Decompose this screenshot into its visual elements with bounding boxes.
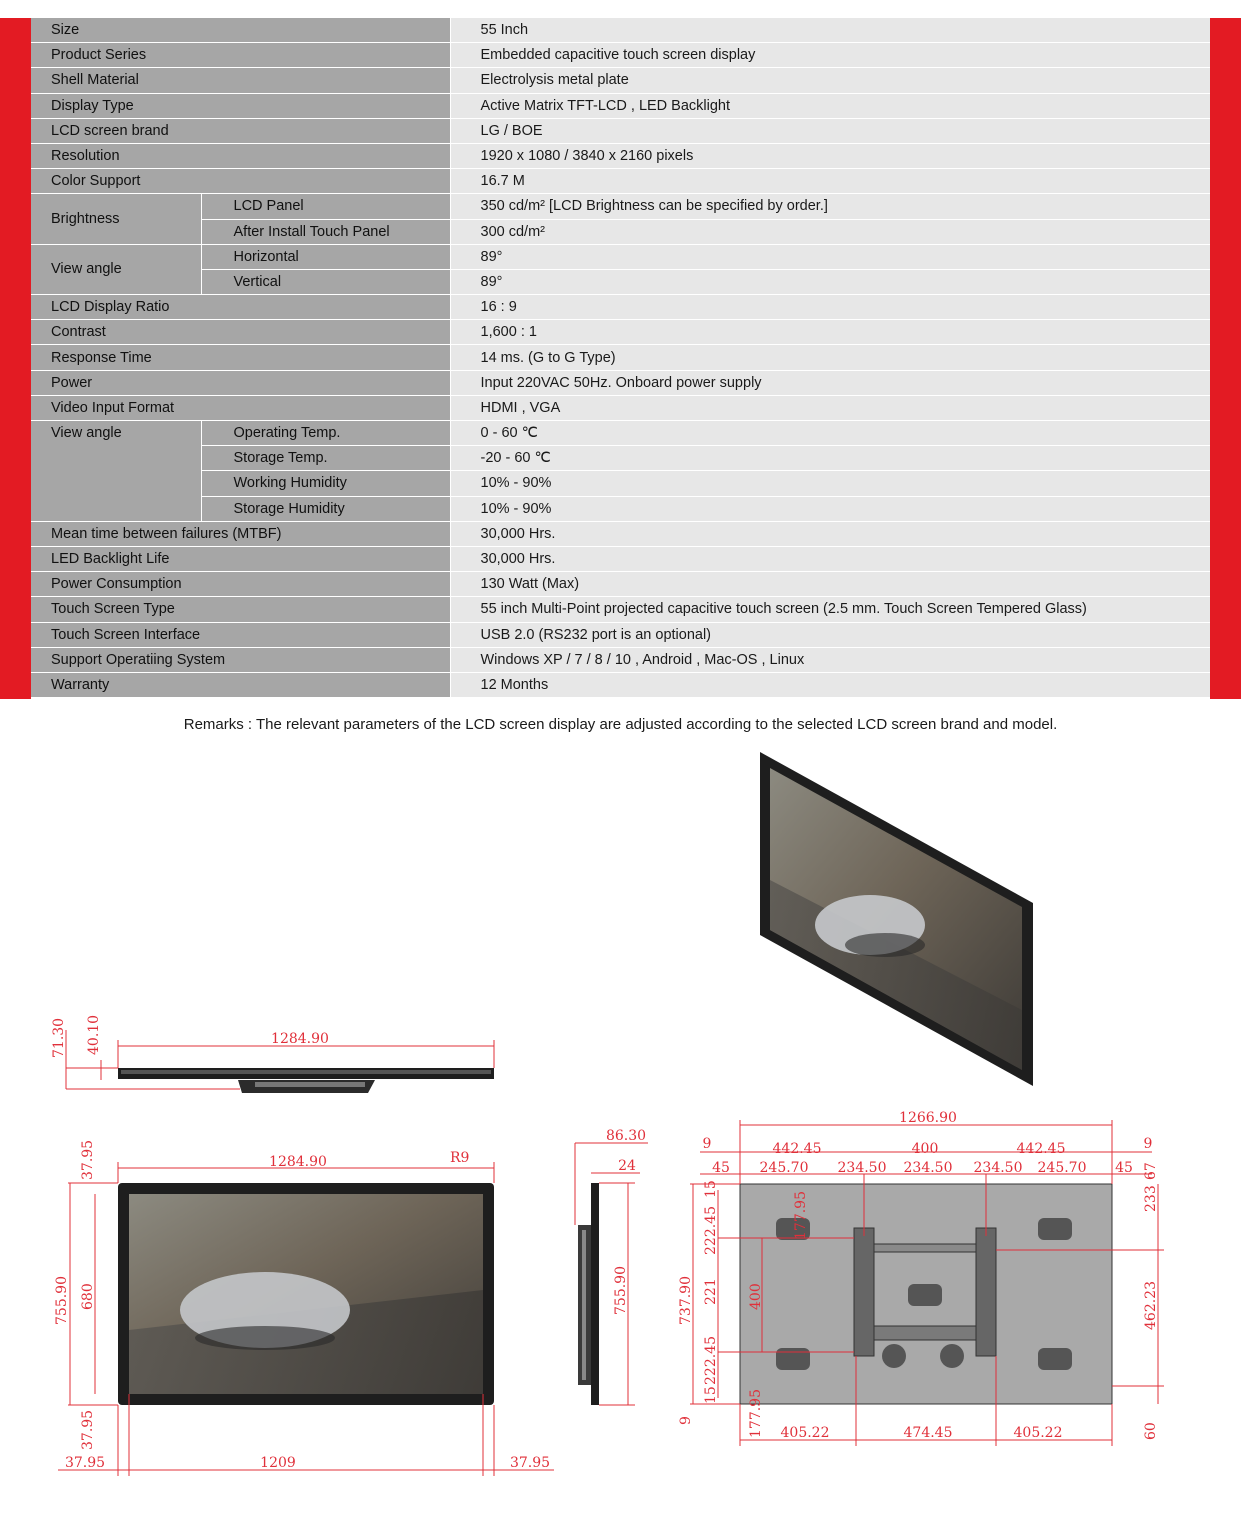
table-row (31, 672, 1210, 697)
spec-label: Mean time between failures (MTBF) (31, 521, 450, 546)
table-row (31, 194, 1210, 219)
spec-value: 16.7 M (450, 169, 1210, 194)
table-row (31, 421, 1210, 446)
back-seg-inner-2-dim: 234.50 (903, 1160, 953, 1176)
table-row (31, 572, 1210, 597)
back-top-right-dim: 67 (1143, 1162, 1159, 1180)
back-seg-inner-3-dim: 234.50 (973, 1160, 1023, 1176)
spec-value: 1,600 : 1 (450, 320, 1210, 345)
spec-label: Size (31, 18, 450, 43)
spec-value: USB 2.0 (RS232 port is an optional) (450, 622, 1210, 647)
spec-value: 10% - 90% (450, 471, 1210, 496)
table-row (31, 219, 1210, 244)
front-bezel-left-dim: 37.95 (64, 1455, 106, 1471)
side-thickness-dim: 24 (618, 1158, 636, 1174)
back-left-bottom-small-dim: 15 (703, 1386, 719, 1404)
spec-value: 350 cd/m² [LCD Brightness can be specified by order.] (450, 194, 1210, 219)
table-row (31, 18, 1210, 43)
table-row (31, 647, 1210, 672)
spec-label: Color Support (31, 169, 450, 194)
spec-label: Resolution (31, 143, 450, 168)
spec-sublabel: Storage Temp. (201, 446, 450, 471)
back-hole-half-right-dim: 442.45 (1016, 1141, 1066, 1157)
spec-value: 12 Months (450, 672, 1210, 697)
table-row (31, 521, 1210, 546)
spec-sublabel: Working Humidity (201, 471, 450, 496)
table-row (31, 93, 1210, 118)
spec-sublabel: Storage Humidity (201, 496, 450, 521)
table-row (31, 244, 1210, 269)
side-height-dim: 755.90 (613, 1266, 629, 1315)
back-seg-outer-right-dim: 245.70 (1037, 1160, 1087, 1176)
spec-label: Warranty (31, 672, 450, 697)
table-row (31, 597, 1210, 622)
perspective-display-image (760, 752, 1033, 1086)
spec-value: 55 Inch (450, 18, 1210, 43)
table-row (31, 546, 1210, 571)
spec-value: 10% - 90% (450, 496, 1210, 521)
spec-label: Power (31, 370, 450, 395)
back-mini-top-dim: 177.95 (793, 1191, 809, 1240)
spec-label: Power Consumption (31, 572, 450, 597)
spec-value: 0 - 60 ℃ (450, 421, 1210, 446)
back-bottom-left-dim: 405.22 (780, 1425, 830, 1441)
spec-label: Touch Screen Type (31, 597, 450, 622)
spec-value: 16 : 9 (450, 295, 1210, 320)
right-red-accent-bar (1210, 18, 1241, 699)
table-row (31, 169, 1210, 194)
table-row (31, 471, 1210, 496)
back-seg-inner-1-dim: 234.50 (837, 1160, 887, 1176)
spec-value: Windows XP / 7 / 8 / 10 , Android , Mac-OS , Linux (450, 647, 1210, 672)
spec-label: LCD screen brand (31, 118, 450, 143)
spec-label: Product Series (31, 43, 450, 68)
back-right-bottom-dim: 60 (1143, 1422, 1159, 1440)
back-left-b-dim: 221 (703, 1278, 719, 1305)
back-seg-outer-left-dim: 245.70 (759, 1160, 809, 1176)
back-right-upper-dim: 233 (1143, 1185, 1159, 1212)
table-row (31, 295, 1210, 320)
back-bottom-right-dim: 405.22 (1013, 1425, 1063, 1441)
back-width-dim: 1266.90 (899, 1110, 957, 1126)
spec-label: Video Input Format (31, 395, 450, 420)
back-edge-left-dim: 9 (702, 1136, 712, 1152)
front-inner-width-dim: 1209 (260, 1455, 296, 1471)
back-hole-span-dim: 400 (911, 1141, 939, 1157)
front-view-drawing (54, 1140, 554, 1476)
back-left-a-dim: 222.45 (703, 1206, 719, 1255)
spec-value: LG / BOE (450, 118, 1210, 143)
front-bezel-top-dim: 37.95 (80, 1139, 96, 1180)
top-depth-dim: 40.10 (86, 1014, 102, 1055)
spec-sublabel: LCD Panel (201, 194, 450, 219)
front-bezel-right-dim: 37.95 (509, 1455, 551, 1471)
spec-value: 89° (450, 269, 1210, 294)
spec-value: Embedded capacitive touch screen display (450, 43, 1210, 68)
front-bezel-bottom-dim: 37.95 (80, 1409, 96, 1450)
back-left-total-dim: 737.90 (678, 1276, 694, 1325)
back-margin-left-dim: 45 (712, 1160, 730, 1176)
spec-label: Contrast (31, 320, 450, 345)
spec-value: 30,000 Hrs. (450, 546, 1210, 571)
table-row (31, 496, 1210, 521)
spec-label: Touch Screen Interface (31, 622, 450, 647)
spec-label: LED Backlight Life (31, 546, 450, 571)
table-row (31, 345, 1210, 370)
spec-value: 30,000 Hrs. (450, 521, 1210, 546)
table-row (31, 68, 1210, 93)
spec-value: 89° (450, 244, 1210, 269)
spec-label: View angle (31, 244, 201, 294)
spec-label: Brightness (31, 194, 201, 244)
front-width-dim: 1284.90 (269, 1154, 327, 1170)
front-height-dim: 755.90 (54, 1276, 70, 1325)
back-hole-half-left-dim: 442.45 (772, 1141, 822, 1157)
front-inner-height-dim: 680 (80, 1283, 96, 1310)
spec-label: Shell Material (31, 68, 450, 93)
back-inner-400-dim: 400 (748, 1283, 764, 1310)
spec-value: 14 ms. (G to G Type) (450, 345, 1210, 370)
top-height-dim: 71.30 (51, 1017, 67, 1058)
table-row (31, 395, 1210, 420)
back-mini-bottom-dim: 177.95 (748, 1389, 764, 1438)
back-view-drawing (678, 1110, 1164, 1446)
spec-value: Electrolysis metal plate (450, 68, 1210, 93)
table-row (31, 370, 1210, 395)
spec-sublabel: After Install Touch Panel (201, 219, 450, 244)
back-edge-right-dim: 9 (1143, 1136, 1153, 1152)
back-margin-right-dim: 45 (1115, 1160, 1133, 1176)
spec-value: Input 220VAC 50Hz. Onboard power supply (450, 370, 1210, 395)
front-radius-dim: R9 (450, 1150, 470, 1166)
spec-value: 1920 x 1080 / 3840 x 2160 pixels (450, 143, 1210, 168)
spec-label: Support Operatiing System (31, 647, 450, 672)
spec-label: View angle (31, 421, 201, 522)
side-view-drawing (575, 1128, 648, 1405)
spec-sublabel: Horizontal (201, 244, 450, 269)
back-edge-bottom-dim: 9 (678, 1416, 694, 1425)
table-row (31, 622, 1210, 647)
table-row (31, 43, 1210, 68)
top-view-drawing (51, 1015, 494, 1093)
table-row (31, 269, 1210, 294)
spec-value: -20 - 60 ℃ (450, 446, 1210, 471)
back-left-c-dim: 222.45 (703, 1336, 719, 1385)
spec-sublabel: Operating Temp. (201, 421, 450, 446)
spec-sublabel: Vertical (201, 269, 450, 294)
spec-label: LCD Display Ratio (31, 295, 450, 320)
spec-value: 300 cd/m² (450, 219, 1210, 244)
spec-value: HDMI , VGA (450, 395, 1210, 420)
table-row (31, 118, 1210, 143)
table-row (31, 320, 1210, 345)
top-width-dim: 1284.90 (271, 1031, 329, 1047)
spec-label: Display Type (31, 93, 450, 118)
spec-value: 55 inch Multi-Point projected capacitive touch screen (2.5 mm. Touch Screen Tempered Glass) (450, 597, 1210, 622)
spec-value: 130 Watt (Max) (450, 572, 1210, 597)
remarks-note: Remarks : The relevant parameters of the LCD screen display are adjusted according to the selected LCD screen brand and model. (183, 716, 1058, 733)
side-depth-dim: 86.30 (605, 1128, 647, 1144)
table-row (31, 446, 1210, 471)
table-row (31, 143, 1210, 168)
back-right-mid-dim: 462.23 (1143, 1281, 1159, 1330)
spec-table (31, 18, 1210, 698)
back-bottom-mid-dim: 474.45 (903, 1425, 953, 1441)
left-red-accent-bar (0, 18, 31, 699)
spec-value: Active Matrix TFT-LCD , LED Backlight (450, 93, 1210, 118)
spec-label: Response Time (31, 345, 450, 370)
technical-drawings (0, 740, 1241, 1514)
back-left-top-small-dim: 15 (703, 1180, 719, 1198)
